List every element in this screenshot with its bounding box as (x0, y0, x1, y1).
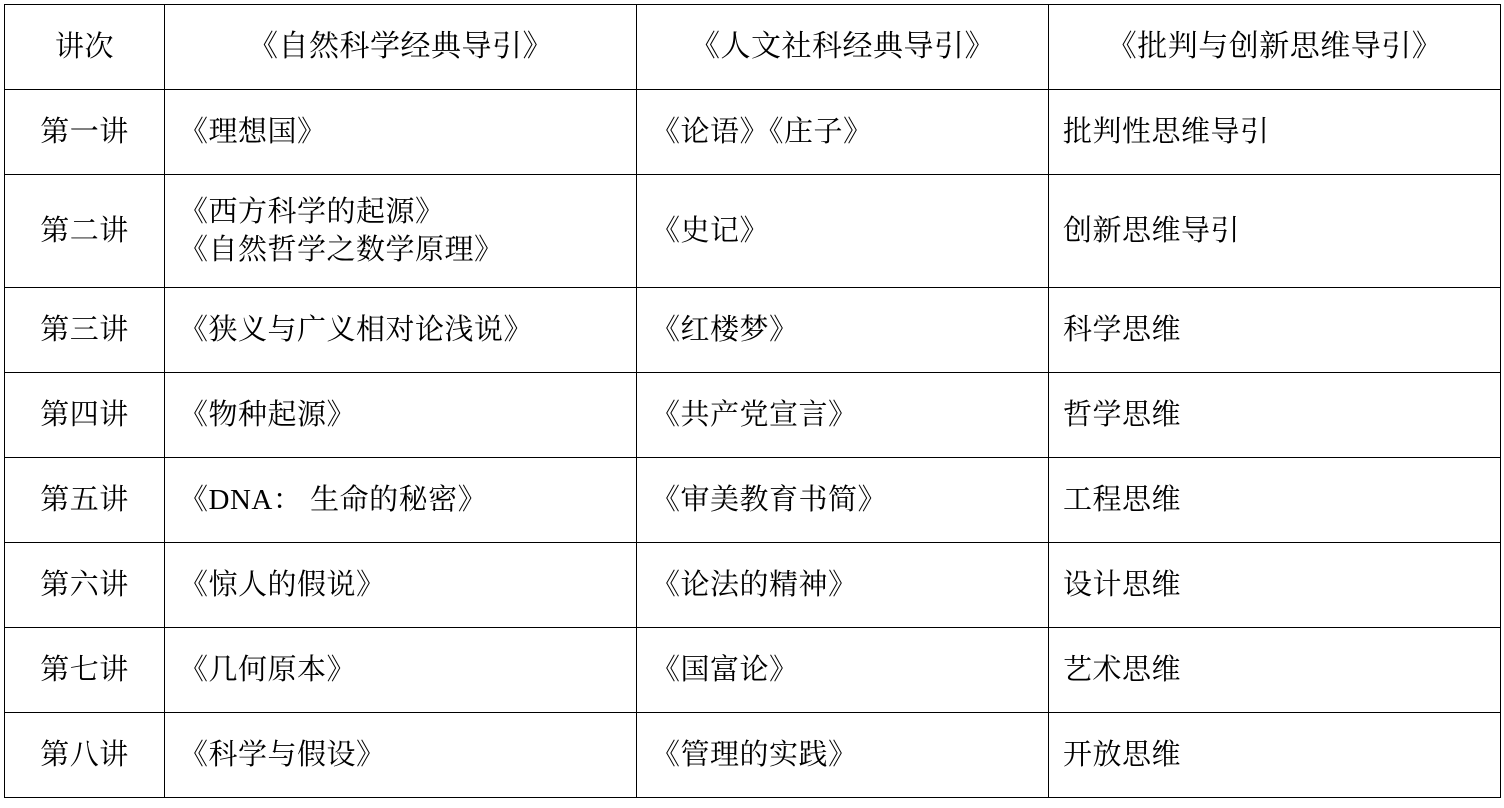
cell-thinking: 工程思维 (1049, 458, 1501, 543)
cell-science: 《惊人的假说》 (165, 543, 637, 628)
column-header-science: 《自然科学经典导引》 (165, 5, 637, 90)
cell-thinking: 艺术思维 (1049, 628, 1501, 713)
cell-lecture: 第八讲 (5, 713, 165, 798)
table-row (5, 458, 1501, 543)
cell-science-line-1: 《西方科学的起源》 (179, 195, 445, 228)
cell-science-line-2: 《自然哲学之数学原理》 (179, 234, 504, 266)
cell-science: 《几何原本》 (165, 628, 637, 713)
table-row (5, 90, 1501, 175)
cell-humanities: 《史记》 (637, 175, 1049, 288)
cell-science: 《物种起源》 (165, 373, 637, 458)
table-row (5, 288, 1501, 373)
table-row (5, 543, 1501, 628)
table-header-row (5, 5, 1501, 90)
cell-thinking: 批判性思维导引 (1049, 90, 1501, 175)
cell-lecture: 第六讲 (5, 543, 165, 628)
cell-humanities: 《论法的精神》 (637, 543, 1049, 628)
cell-science: 《DNA： 生命的秘密》 (165, 458, 637, 543)
table-row (5, 628, 1501, 713)
cell-lecture: 第二讲 (5, 175, 165, 288)
table-body (5, 90, 1501, 798)
course-schedule-table (4, 4, 1501, 798)
cell-lecture: 第七讲 (5, 628, 165, 713)
table-header (5, 5, 1501, 90)
cell-thinking: 创新思维导引 (1049, 175, 1501, 288)
cell-thinking: 开放思维 (1049, 713, 1501, 798)
cell-lecture: 第三讲 (5, 288, 165, 373)
table-row (5, 713, 1501, 798)
cell-humanities: 《论语》《庄子》 (637, 90, 1049, 175)
column-header-humanities: 《人文社科经典导引》 (637, 5, 1049, 90)
table-row (5, 175, 1501, 288)
cell-thinking: 设计思维 (1049, 543, 1501, 628)
cell-thinking: 哲学思维 (1049, 373, 1501, 458)
cell-humanities: 《管理的实践》 (637, 713, 1049, 798)
cell-humanities: 《红楼梦》 (637, 288, 1049, 373)
cell-thinking: 科学思维 (1049, 288, 1501, 373)
cell-science: 《理想国》 (165, 90, 637, 175)
cell-lecture: 第四讲 (5, 373, 165, 458)
document-page (0, 4, 1504, 808)
cell-science (165, 175, 637, 288)
cell-lecture: 第五讲 (5, 458, 165, 543)
cell-science: 《科学与假设》 (165, 713, 637, 798)
column-header-thinking: 《批判与创新思维导引》 (1049, 5, 1501, 90)
cell-science: 《狭义与广义相对论浅说》 (165, 288, 637, 373)
table-row (5, 373, 1501, 458)
cell-humanities: 《审美教育书简》 (637, 458, 1049, 543)
cell-humanities: 《国富论》 (637, 628, 1049, 713)
cell-humanities: 《共产党宣言》 (637, 373, 1049, 458)
cell-lecture: 第一讲 (5, 90, 165, 175)
column-header-lecture: 讲次 (5, 5, 165, 90)
